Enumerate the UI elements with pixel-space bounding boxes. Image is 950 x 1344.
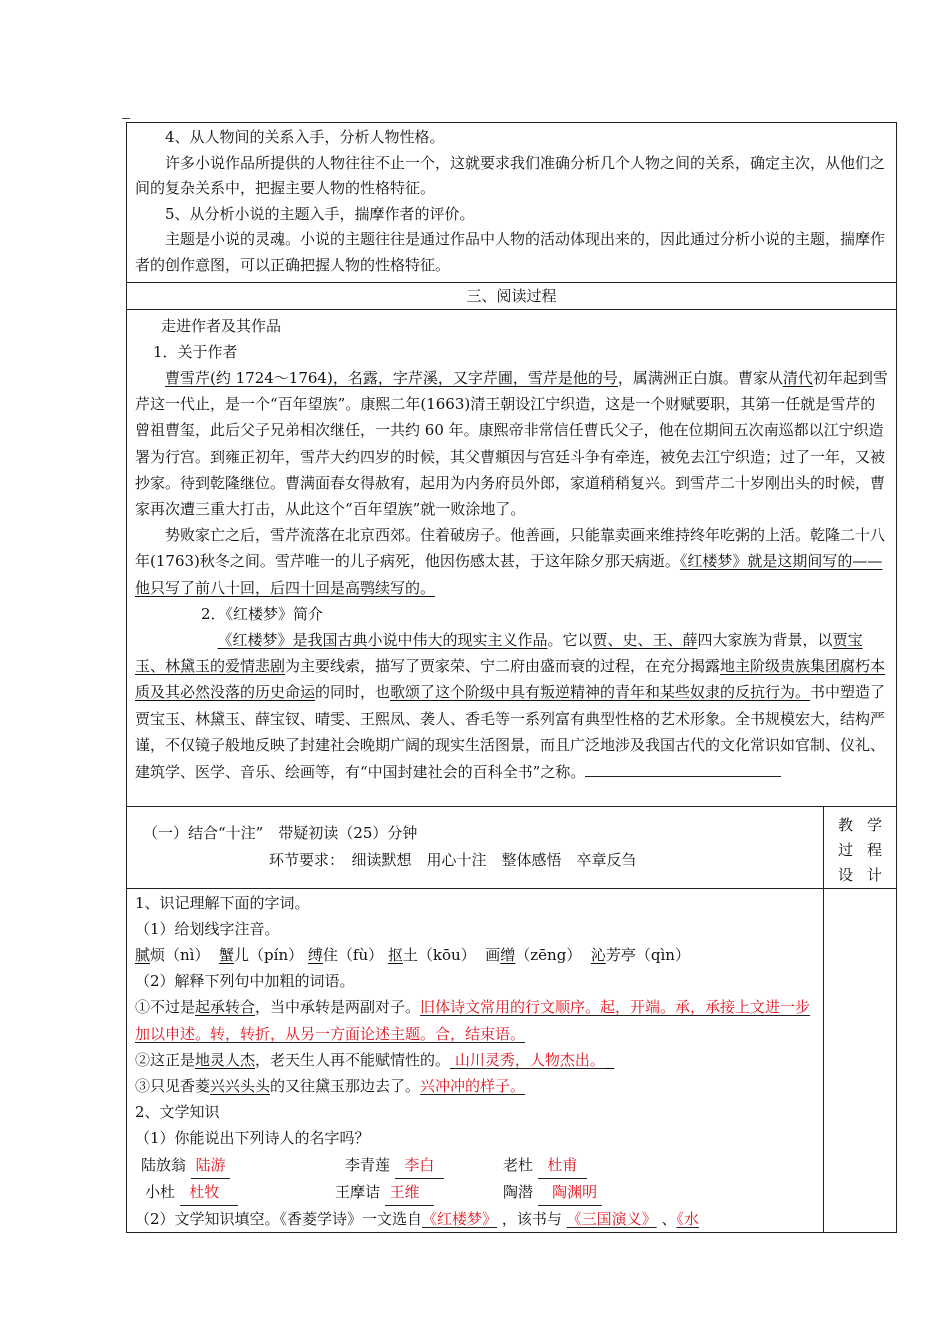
author-paragraph-2: 势败家亡之后，雪芹流落在北京西郊。住着破房子。他善画，只能靠卖画来维持终年吃粥的上活。乾隆二十八年(1763)秋冬之间。雪芹唯一的儿子病死，他因伤感太甚，于这年除夕那天病逝。《红楼梦》就是这期间写的——他只写了前八十回，后四十回是高鹗续写的。 <box>135 526 886 597</box>
task-line-1: （一）结合“十注” 带疑初读（25）分钟 <box>143 823 418 842</box>
answer-blank[interactable] <box>585 758 781 777</box>
answer-text: 《水 <box>676 1210 699 1228</box>
poet-item: 李青莲 李白 <box>345 1152 503 1179</box>
lesson-table <box>126 122 897 1233</box>
book-heading: 2．《红楼梦》简介 <box>201 604 324 623</box>
reading-heading-cell <box>127 282 897 309</box>
method-cell <box>127 123 897 283</box>
method-5-title: 5、从分析小说的主题入手，揣摩作者的评价。 <box>165 204 475 223</box>
q1-title: 1、识记理解下面的字词。 <box>135 893 310 912</box>
q2-title: 2、文学知识 <box>135 1103 220 1122</box>
q2-1-title: （1）你能说出下列诗人的名字吗？ <box>135 1129 370 1148</box>
pinyin-item: 沁芳亭（qìn） <box>590 945 690 964</box>
pinyin-item: 蟹儿（pín） <box>219 945 304 964</box>
method-4-body: 许多小说作品所提供的人物往往不止一个，这就要求我们准确分析几个人物之间的关系，确定主次，从他们之间的复杂关系中，把握主要人物的性格特征。 <box>135 153 886 198</box>
answer-text: 兴冲冲的样子。 <box>420 1076 526 1095</box>
book-paragraph: 《红楼梦》是我国古典小说中伟大的现实主义作品。它以贾、史、王、薛四大家族为背景，以贾宝玉、林黛玉的爱情悲剧为主要线索，描写了贾家荣、宁二府由盛而衰的过程，在充分揭露地主阶级贵族集团腐朽本质及其必然没落的历史命运的同时，也歌颂了这个阶级中具有叛逆精神的青年和某些奴隶的反抗行为。书中塑造了贾宝玉、林黛玉、薛宝钗、晴雯、王熙凤、袭人、香毛等一系列富有典型性格的艺术形象。全书规模宏大，结构严谨，不仅镜子般地反映了封建社会晚期广阔的现实生活图景，而且广泛地涉及我国古代的文化常识如官制、仪礼、建筑学、医学、音乐、绘画等，有“中国封建社会的百科全书”之称。 <box>135 631 886 782</box>
method-5-body: 主题是小说的灵魂。小说的主题往往是通过作品中人物的活动体现出来的，因此通过分析小说的主题，揣摩作者的创作意图，可以正确把握人物的性格特征。 <box>135 230 886 274</box>
poet-item: 老杜 杜甫 <box>503 1152 587 1179</box>
poet-row-1 <box>135 1152 817 1179</box>
q1-1-title: （1）给划线字注音。 <box>135 919 280 938</box>
reading-heading: 三、阅读过程 <box>466 286 557 305</box>
pinyin-item: 腻烦（nì） <box>135 945 210 964</box>
pinyin-item: 抠土（kōu） <box>387 945 476 964</box>
poet-item: 王摩诘 王维 <box>335 1179 503 1206</box>
q1-2-title: （2）解释下列句中加粗的词语。 <box>135 972 355 991</box>
side-label-cell <box>823 806 896 888</box>
explain-item-1: ①不过是起承转合，当中承转是两副对子。旧体诗文常用的行文顺序。起，开端。承，承接上文进一步加以申述。转，转折，从另一方面论述主题。合，结束语。 <box>135 998 811 1043</box>
corner-mark <box>122 118 130 119</box>
answer-text: 旧体诗文常用的行文顺序。起，开端。承，承接上文进一步加以申述。转，转折，从另一方面论述主题。合，结束语。 <box>135 998 811 1043</box>
author-paragraph-1: 曹雪芹(约 1724～1764)，名露，字芹溪，又字芹圃，雪芹是他的号，属满洲正白旗。曹家从清代初年起到雪芹这一代止，是一个“百年望族”。康熙二年(1663)清王朝设江宁织造，这是一个财赋要职，其第一任就是雪芹的曾祖曹玺，此后父子兄弟相次继任，一共约 60 年。康熙帝非常信任曹氏父子，他在位期间五次南巡都以江宁织造署为行宫。到雍正初年，雪芹大约四岁的时候，其父曹頫因与宫廷斗争有牵连，被免去江宁织造；过了一年，又被抄家。待到乾隆继位。曹满面春女得赦宥，起用为内务府员外郎，家道稍稍复兴。到雪芹二十岁刚出头的时候，曹家再次遭三重大打击，从此这个“百年望族”就一败涂地了。 <box>135 368 888 518</box>
author-work-cell <box>127 309 897 806</box>
intro-line: 走进作者及其作品 <box>161 316 282 335</box>
answer-text: 《三国演义》 <box>566 1210 657 1228</box>
pinyin-item: 画缯（zēng） <box>485 945 582 964</box>
exercise-cell <box>127 888 824 1233</box>
poet-row-2 <box>135 1179 817 1206</box>
poet-item: 陶潜 陶渊明 <box>503 1179 602 1206</box>
side-empty-cell <box>823 888 896 1233</box>
explain-item-3: ③只见香菱兴兴头头的又往黛玉那边去了。兴冲冲的样子。 <box>135 1076 526 1095</box>
poet-item: 小杜 杜牧 <box>145 1179 335 1206</box>
pinyin-item: 缚住（fù） <box>307 945 384 964</box>
side-label: 教学 过程 设计 <box>837 815 896 884</box>
task-cell <box>127 806 824 888</box>
explain-item-2: ②这正是地灵人杰，老天生人再不能赋情性的。 山川灵秀，人物杰出。 <box>135 1050 605 1069</box>
answer-text: 《红楼梦》 <box>422 1210 498 1228</box>
pinyin-list <box>135 942 817 968</box>
task-requirements: 环节要求： 细读默想 用心十注 整体感悟 卒章反刍 <box>269 850 637 869</box>
q2-2-line: （2）文学知识填空。《香菱学诗》一文选自《红楼梦》 ，该书与 《三国演义》 、《水 <box>135 1210 699 1228</box>
author-heading: 1．关于作者 <box>153 342 238 361</box>
method-4-title: 4、从人物间的关系入手，分析人物性格。 <box>165 128 445 146</box>
poet-item: 陆放翁 陆游 <box>141 1152 345 1179</box>
answer-text: 山川灵秀，人物杰出。 <box>454 1050 605 1069</box>
